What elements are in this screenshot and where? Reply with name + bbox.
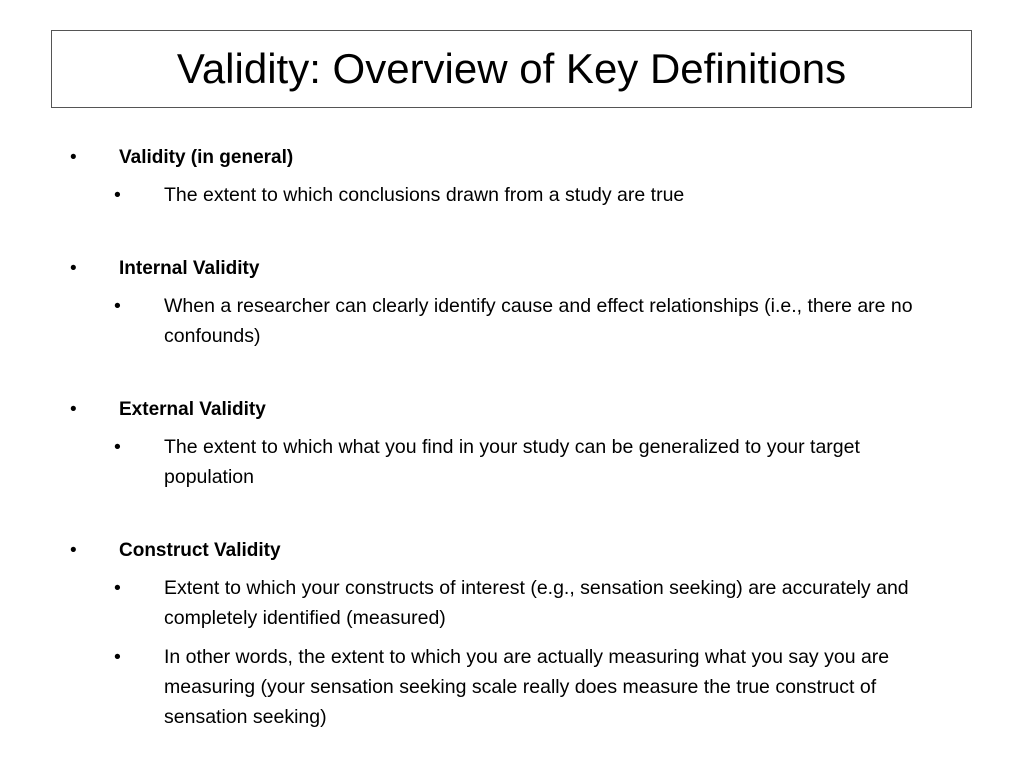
list-item-text: In other words, the extent to which you are actually measuring what you say you are measuring (your sensation seeking scale really does measure the true construct of sensation seeking)	[164, 646, 890, 728]
bullet-icon: •	[70, 540, 77, 561]
list-item	[114, 291, 944, 351]
list-item-text: The extent to which conclusions drawn from a study are true	[164, 184, 685, 206]
bullet-icon: •	[114, 184, 121, 206]
bullet-icon: •	[70, 399, 77, 420]
title-box	[51, 30, 972, 108]
section-heading-text: Validity (in general)	[119, 147, 294, 168]
bullet-icon: •	[114, 646, 121, 668]
list-item-text: Extent to which your constructs of interest (e.g., sensation seeking) are accurately and completely identified (measured)	[164, 577, 909, 629]
section-heading-text: Internal Validity	[119, 258, 260, 279]
list-item-text: When a researcher can clearly identify cause and effect relationships (i.e., there are no confounds)	[164, 295, 913, 347]
section-heading-text: External Validity	[119, 399, 266, 420]
list-item	[114, 573, 944, 633]
list-item	[114, 432, 944, 492]
list-item	[114, 642, 944, 732]
list-item	[114, 180, 944, 210]
bullet-icon: •	[70, 147, 77, 168]
bullet-icon: •	[114, 295, 121, 317]
bullet-icon: •	[70, 258, 77, 279]
slide-title: Validity: Overview of Key Definitions	[176, 45, 847, 92]
bullet-icon: •	[114, 577, 121, 599]
section-heading-text: Construct Validity	[119, 540, 281, 561]
bullet-icon: •	[114, 436, 121, 458]
list-item-text: The extent to which what you find in your study can be generalized to your target population	[164, 436, 860, 488]
